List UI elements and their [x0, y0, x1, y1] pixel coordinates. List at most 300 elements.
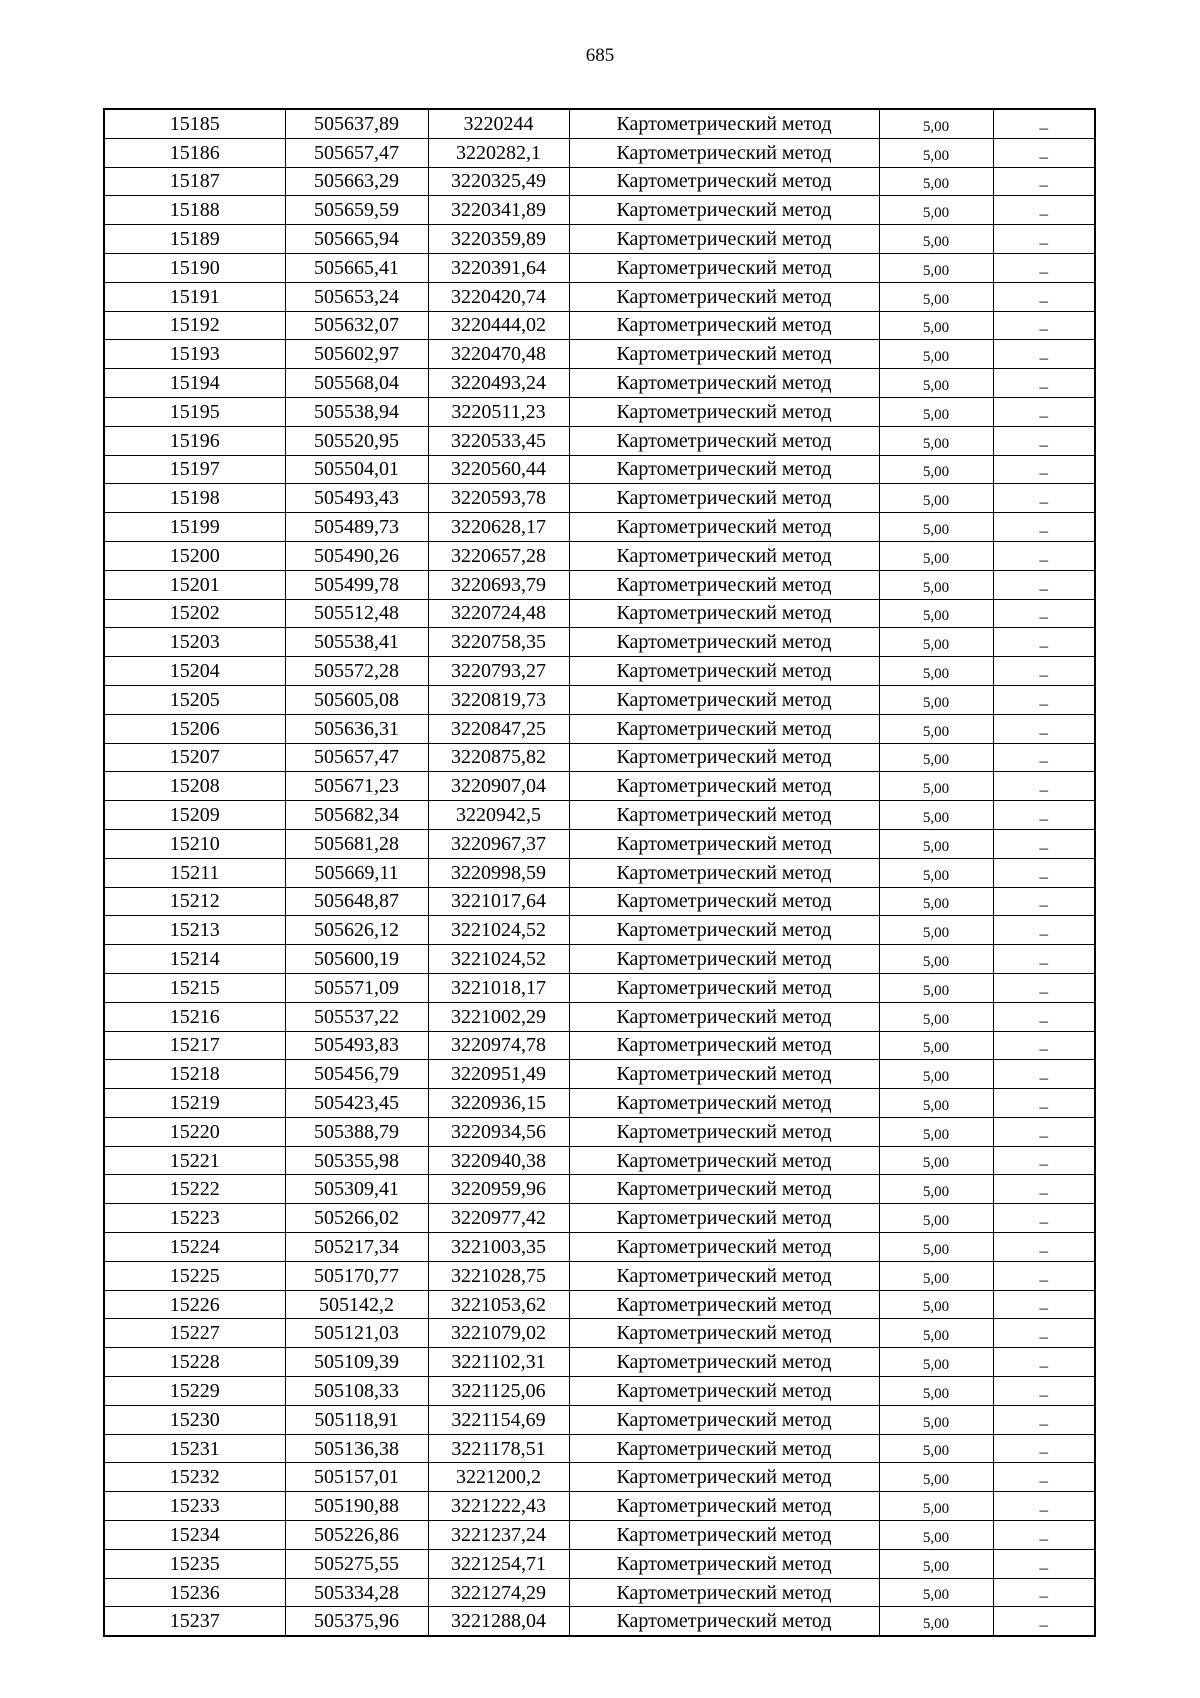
point-number-cell: 15225: [104, 1261, 285, 1290]
y-coordinate-cell: 3220998,59: [428, 858, 569, 887]
point-number-cell: 15213: [104, 916, 285, 945]
x-coordinate-cell: 505637,89: [285, 109, 428, 138]
point-number-cell: 15218: [104, 1060, 285, 1089]
description-cell: –: [993, 945, 1095, 974]
point-number-cell: 15206: [104, 714, 285, 743]
description-cell: –: [993, 1089, 1095, 1118]
precision-cell: 5,00: [879, 369, 993, 398]
description-cell: –: [993, 1146, 1095, 1175]
table-row: [104, 1578, 1095, 1607]
x-coordinate-cell: 505375,96: [285, 1607, 428, 1636]
description-cell: –: [993, 225, 1095, 254]
point-number-cell: 15209: [104, 801, 285, 830]
x-coordinate-cell: 505682,34: [285, 801, 428, 830]
method-cell: Картометрический метод: [569, 311, 879, 340]
point-number-cell: 15191: [104, 282, 285, 311]
method-cell: Картометрический метод: [569, 225, 879, 254]
y-coordinate-cell: 3221102,31: [428, 1348, 569, 1377]
table-row: [104, 973, 1095, 1002]
y-coordinate-cell: 3220977,42: [428, 1204, 569, 1233]
method-cell: Картометрический метод: [569, 1578, 879, 1607]
method-cell: Картометрический метод: [569, 916, 879, 945]
point-number-cell: 15224: [104, 1233, 285, 1262]
y-coordinate-cell: 3220493,24: [428, 369, 569, 398]
method-cell: Картометрический метод: [569, 1319, 879, 1348]
table-row: [104, 340, 1095, 369]
point-number-cell: 15197: [104, 455, 285, 484]
precision-cell: 5,00: [879, 1405, 993, 1434]
table-row: [104, 138, 1095, 167]
precision-cell: 5,00: [879, 916, 993, 945]
x-coordinate-cell: 505109,39: [285, 1348, 428, 1377]
point-number-cell: 15205: [104, 685, 285, 714]
method-cell: Картометрический метод: [569, 772, 879, 801]
precision-cell: 5,00: [879, 484, 993, 513]
precision-cell: 5,00: [879, 685, 993, 714]
y-coordinate-cell: 3221254,71: [428, 1549, 569, 1578]
method-cell: Картометрический метод: [569, 801, 879, 830]
x-coordinate-cell: 505157,01: [285, 1463, 428, 1492]
precision-cell: 5,00: [879, 801, 993, 830]
point-number-cell: 15204: [104, 657, 285, 686]
y-coordinate-cell: 3220359,89: [428, 225, 569, 254]
x-coordinate-cell: 505423,45: [285, 1089, 428, 1118]
x-coordinate-cell: 505499,78: [285, 570, 428, 599]
table-row: [104, 253, 1095, 282]
description-cell: –: [993, 1549, 1095, 1578]
table-row: [104, 1348, 1095, 1377]
table-row: [104, 801, 1095, 830]
x-coordinate-cell: 505538,41: [285, 628, 428, 657]
y-coordinate-cell: 3220907,04: [428, 772, 569, 801]
table-row: [104, 1463, 1095, 1492]
method-cell: Картометрический метод: [569, 570, 879, 599]
description-cell: –: [993, 426, 1095, 455]
table-row: [104, 1607, 1095, 1636]
table-row: [104, 1002, 1095, 1031]
point-number-cell: 15193: [104, 340, 285, 369]
x-coordinate-cell: 505571,09: [285, 973, 428, 1002]
point-number-cell: 15211: [104, 858, 285, 887]
page-number: 685: [585, 45, 615, 66]
method-cell: Картометрический метод: [569, 196, 879, 225]
method-cell: Картометрический метод: [569, 1117, 879, 1146]
table-row: [104, 1089, 1095, 1118]
precision-cell: 5,00: [879, 311, 993, 340]
precision-cell: 5,00: [879, 282, 993, 311]
description-cell: –: [993, 311, 1095, 340]
precision-cell: 5,00: [879, 743, 993, 772]
description-cell: –: [993, 570, 1095, 599]
y-coordinate-cell: 3221274,29: [428, 1578, 569, 1607]
method-cell: Картометрический метод: [569, 426, 879, 455]
precision-cell: 5,00: [879, 253, 993, 282]
point-number-cell: 15192: [104, 311, 285, 340]
table-row: [104, 1204, 1095, 1233]
point-number-cell: 15222: [104, 1175, 285, 1204]
method-cell: Картометрический метод: [569, 541, 879, 570]
precision-cell: 5,00: [879, 1377, 993, 1406]
y-coordinate-cell: 3221125,06: [428, 1377, 569, 1406]
method-cell: Картометрический метод: [569, 628, 879, 657]
point-number-cell: 15196: [104, 426, 285, 455]
table-row: [104, 628, 1095, 657]
x-coordinate-cell: 505653,24: [285, 282, 428, 311]
point-number-cell: 15237: [104, 1607, 285, 1636]
x-coordinate-cell: 505136,38: [285, 1434, 428, 1463]
x-coordinate-cell: 505309,41: [285, 1175, 428, 1204]
table-row: [104, 311, 1095, 340]
precision-cell: 5,00: [879, 1492, 993, 1521]
y-coordinate-cell: 3221237,24: [428, 1521, 569, 1550]
precision-cell: 5,00: [879, 340, 993, 369]
point-number-cell: 15199: [104, 513, 285, 542]
x-coordinate-cell: 505388,79: [285, 1117, 428, 1146]
x-coordinate-cell: 505520,95: [285, 426, 428, 455]
table-row: [104, 714, 1095, 743]
method-cell: Картометрический метод: [569, 1377, 879, 1406]
y-coordinate-cell: 3220940,38: [428, 1146, 569, 1175]
precision-cell: 5,00: [879, 1607, 993, 1636]
precision-cell: 5,00: [879, 138, 993, 167]
table-row: [104, 426, 1095, 455]
y-coordinate-cell: 3220758,35: [428, 628, 569, 657]
table-row: [104, 109, 1095, 138]
point-number-cell: 15194: [104, 369, 285, 398]
coordinates-table-body: [104, 109, 1095, 1636]
precision-cell: 5,00: [879, 628, 993, 657]
method-cell: Картометрический метод: [569, 1549, 879, 1578]
description-cell: –: [993, 1492, 1095, 1521]
description-cell: –: [993, 1261, 1095, 1290]
y-coordinate-cell: 3220724,48: [428, 599, 569, 628]
y-coordinate-cell: 3221288,04: [428, 1607, 569, 1636]
method-cell: Картометрический метод: [569, 138, 879, 167]
y-coordinate-cell: 3221079,02: [428, 1319, 569, 1348]
table-row: [104, 1175, 1095, 1204]
x-coordinate-cell: 505659,59: [285, 196, 428, 225]
point-number-cell: 15186: [104, 138, 285, 167]
method-cell: Картометрический метод: [569, 1204, 879, 1233]
table-row: [104, 1290, 1095, 1319]
method-cell: Картометрический метод: [569, 369, 879, 398]
table-row: [104, 1233, 1095, 1262]
y-coordinate-cell: 3220793,27: [428, 657, 569, 686]
x-coordinate-cell: 505626,12: [285, 916, 428, 945]
description-cell: –: [993, 340, 1095, 369]
precision-cell: 5,00: [879, 1233, 993, 1262]
method-cell: Картометрический метод: [569, 167, 879, 196]
precision-cell: 5,00: [879, 858, 993, 887]
y-coordinate-cell: 3220942,5: [428, 801, 569, 830]
precision-cell: 5,00: [879, 1578, 993, 1607]
point-number-cell: 15201: [104, 570, 285, 599]
description-cell: –: [993, 1002, 1095, 1031]
y-coordinate-cell: 3220533,45: [428, 426, 569, 455]
point-number-cell: 15189: [104, 225, 285, 254]
x-coordinate-cell: 505118,91: [285, 1405, 428, 1434]
table-row: [104, 1521, 1095, 1550]
point-number-cell: 15229: [104, 1377, 285, 1406]
precision-cell: 5,00: [879, 1002, 993, 1031]
description-cell: –: [993, 685, 1095, 714]
table-row: [104, 1031, 1095, 1060]
method-cell: Картометрический метод: [569, 513, 879, 542]
point-number-cell: 15220: [104, 1117, 285, 1146]
point-number-cell: 15221: [104, 1146, 285, 1175]
precision-cell: 5,00: [879, 1031, 993, 1060]
point-number-cell: 15190: [104, 253, 285, 282]
description-cell: –: [993, 1405, 1095, 1434]
precision-cell: 5,00: [879, 455, 993, 484]
description-cell: –: [993, 1521, 1095, 1550]
table-row: [104, 1060, 1095, 1089]
description-cell: –: [993, 743, 1095, 772]
y-coordinate-cell: 3220391,64: [428, 253, 569, 282]
y-coordinate-cell: 3221003,35: [428, 1233, 569, 1262]
method-cell: Картометрический метод: [569, 1434, 879, 1463]
x-coordinate-cell: 505493,43: [285, 484, 428, 513]
precision-cell: 5,00: [879, 714, 993, 743]
y-coordinate-cell: 3221024,52: [428, 916, 569, 945]
method-cell: Картометрический метод: [569, 685, 879, 714]
method-cell: Картометрический метод: [569, 397, 879, 426]
x-coordinate-cell: 505538,94: [285, 397, 428, 426]
y-coordinate-cell: 3220511,23: [428, 397, 569, 426]
y-coordinate-cell: 3220470,48: [428, 340, 569, 369]
precision-cell: 5,00: [879, 109, 993, 138]
table-row: [104, 916, 1095, 945]
description-cell: –: [993, 109, 1095, 138]
description-cell: –: [993, 1348, 1095, 1377]
table-row: [104, 167, 1095, 196]
table-row: [104, 455, 1095, 484]
precision-cell: 5,00: [879, 541, 993, 570]
x-coordinate-cell: 505108,33: [285, 1377, 428, 1406]
x-coordinate-cell: 505657,47: [285, 743, 428, 772]
precision-cell: 5,00: [879, 225, 993, 254]
description-cell: –: [993, 1175, 1095, 1204]
method-cell: Картометрический метод: [569, 599, 879, 628]
point-number-cell: 15231: [104, 1434, 285, 1463]
precision-cell: 5,00: [879, 1521, 993, 1550]
point-number-cell: 15216: [104, 1002, 285, 1031]
method-cell: Картометрический метод: [569, 858, 879, 887]
method-cell: Картометрический метод: [569, 1031, 879, 1060]
point-number-cell: 15234: [104, 1521, 285, 1550]
method-cell: Картометрический метод: [569, 1405, 879, 1434]
precision-cell: 5,00: [879, 1146, 993, 1175]
x-coordinate-cell: 505266,02: [285, 1204, 428, 1233]
x-coordinate-cell: 505355,98: [285, 1146, 428, 1175]
table-row: [104, 570, 1095, 599]
x-coordinate-cell: 505537,22: [285, 1002, 428, 1031]
description-cell: –: [993, 599, 1095, 628]
x-coordinate-cell: 505217,34: [285, 1233, 428, 1262]
method-cell: Картометрический метод: [569, 1146, 879, 1175]
point-number-cell: 15236: [104, 1578, 285, 1607]
description-cell: –: [993, 455, 1095, 484]
method-cell: Картометрический метод: [569, 1463, 879, 1492]
x-coordinate-cell: 505657,47: [285, 138, 428, 167]
table-row: [104, 196, 1095, 225]
x-coordinate-cell: 505636,31: [285, 714, 428, 743]
description-cell: –: [993, 541, 1095, 570]
x-coordinate-cell: 505142,2: [285, 1290, 428, 1319]
description-cell: –: [993, 1031, 1095, 1060]
method-cell: Картометрический метод: [569, 1233, 879, 1262]
table-row: [104, 1319, 1095, 1348]
table-row: [104, 282, 1095, 311]
description-cell: –: [993, 1607, 1095, 1636]
x-coordinate-cell: 505493,83: [285, 1031, 428, 1060]
method-cell: Картометрический метод: [569, 945, 879, 974]
y-coordinate-cell: 3220693,79: [428, 570, 569, 599]
y-coordinate-cell: 3221028,75: [428, 1261, 569, 1290]
table-row: [104, 945, 1095, 974]
method-cell: Картометрический метод: [569, 973, 879, 1002]
precision-cell: 5,00: [879, 772, 993, 801]
x-coordinate-cell: 505504,01: [285, 455, 428, 484]
precision-cell: 5,00: [879, 1463, 993, 1492]
precision-cell: 5,00: [879, 397, 993, 426]
method-cell: Картометрический метод: [569, 109, 879, 138]
table-row: [104, 1434, 1095, 1463]
method-cell: Картометрический метод: [569, 1348, 879, 1377]
y-coordinate-cell: 3220628,17: [428, 513, 569, 542]
x-coordinate-cell: 505572,28: [285, 657, 428, 686]
y-coordinate-cell: 3221154,69: [428, 1405, 569, 1434]
precision-cell: 5,00: [879, 1204, 993, 1233]
method-cell: Картометрический метод: [569, 1089, 879, 1118]
description-cell: –: [993, 714, 1095, 743]
y-coordinate-cell: 3220974,78: [428, 1031, 569, 1060]
precision-cell: 5,00: [879, 1117, 993, 1146]
precision-cell: 5,00: [879, 426, 993, 455]
y-coordinate-cell: 3221200,2: [428, 1463, 569, 1492]
description-cell: –: [993, 772, 1095, 801]
point-number-cell: 15187: [104, 167, 285, 196]
table-row: [104, 743, 1095, 772]
description-cell: –: [993, 657, 1095, 686]
point-number-cell: 15185: [104, 109, 285, 138]
description-cell: –: [993, 1233, 1095, 1262]
description-cell: –: [993, 916, 1095, 945]
x-coordinate-cell: 505665,94: [285, 225, 428, 254]
table-row: [104, 1492, 1095, 1521]
precision-cell: 5,00: [879, 829, 993, 858]
method-cell: Картометрический метод: [569, 1060, 879, 1089]
point-number-cell: 15215: [104, 973, 285, 1002]
description-cell: –: [993, 138, 1095, 167]
table-row: [104, 225, 1095, 254]
description-cell: –: [993, 513, 1095, 542]
method-cell: Картометрический метод: [569, 657, 879, 686]
point-number-cell: 15223: [104, 1204, 285, 1233]
precision-cell: 5,00: [879, 1060, 993, 1089]
description-cell: –: [993, 628, 1095, 657]
table-row: [104, 484, 1095, 513]
table-row: [104, 1405, 1095, 1434]
precision-cell: 5,00: [879, 973, 993, 1002]
point-number-cell: 15198: [104, 484, 285, 513]
y-coordinate-cell: 3220875,82: [428, 743, 569, 772]
table-row: [104, 369, 1095, 398]
method-cell: Картометрический метод: [569, 1175, 879, 1204]
y-coordinate-cell: 3221053,62: [428, 1290, 569, 1319]
x-coordinate-cell: 505681,28: [285, 829, 428, 858]
precision-cell: 5,00: [879, 1434, 993, 1463]
y-coordinate-cell: 3221017,64: [428, 887, 569, 916]
description-cell: –: [993, 1463, 1095, 1492]
precision-cell: 5,00: [879, 1319, 993, 1348]
y-coordinate-cell: 3220341,89: [428, 196, 569, 225]
y-coordinate-cell: 3220819,73: [428, 685, 569, 714]
description-cell: –: [993, 1434, 1095, 1463]
method-cell: Картометрический метод: [569, 829, 879, 858]
table-row: [104, 829, 1095, 858]
description-cell: –: [993, 1319, 1095, 1348]
x-coordinate-cell: 505605,08: [285, 685, 428, 714]
point-number-cell: 15232: [104, 1463, 285, 1492]
description-cell: –: [993, 1578, 1095, 1607]
x-coordinate-cell: 505512,48: [285, 599, 428, 628]
point-number-cell: 15200: [104, 541, 285, 570]
description-cell: –: [993, 1290, 1095, 1319]
description-cell: –: [993, 887, 1095, 916]
point-number-cell: 15227: [104, 1319, 285, 1348]
y-coordinate-cell: 3221178,51: [428, 1434, 569, 1463]
precision-cell: 5,00: [879, 513, 993, 542]
y-coordinate-cell: 3220967,37: [428, 829, 569, 858]
description-cell: –: [993, 253, 1095, 282]
precision-cell: 5,00: [879, 1089, 993, 1118]
description-cell: –: [993, 858, 1095, 887]
point-number-cell: 15210: [104, 829, 285, 858]
y-coordinate-cell: 3220560,44: [428, 455, 569, 484]
table-row: [104, 1146, 1095, 1175]
precision-cell: 5,00: [879, 570, 993, 599]
y-coordinate-cell: 3220420,74: [428, 282, 569, 311]
method-cell: Картометрический метод: [569, 1261, 879, 1290]
x-coordinate-cell: 505334,28: [285, 1578, 428, 1607]
table-row: [104, 685, 1095, 714]
method-cell: Картометрический метод: [569, 253, 879, 282]
table-row: [104, 1377, 1095, 1406]
precision-cell: 5,00: [879, 196, 993, 225]
table-row: [104, 541, 1095, 570]
method-cell: Картометрический метод: [569, 484, 879, 513]
table-row: [104, 513, 1095, 542]
x-coordinate-cell: 505663,29: [285, 167, 428, 196]
point-number-cell: 15214: [104, 945, 285, 974]
description-cell: –: [993, 397, 1095, 426]
x-coordinate-cell: 505671,23: [285, 772, 428, 801]
x-coordinate-cell: 505602,97: [285, 340, 428, 369]
point-number-cell: 15212: [104, 887, 285, 916]
x-coordinate-cell: 505600,19: [285, 945, 428, 974]
y-coordinate-cell: 3221222,43: [428, 1492, 569, 1521]
precision-cell: 5,00: [879, 1549, 993, 1578]
x-coordinate-cell: 505632,07: [285, 311, 428, 340]
method-cell: Картометрический метод: [569, 1002, 879, 1031]
y-coordinate-cell: 3220959,96: [428, 1175, 569, 1204]
method-cell: Картометрический метод: [569, 455, 879, 484]
point-number-cell: 15228: [104, 1348, 285, 1377]
y-coordinate-cell: 3220444,02: [428, 311, 569, 340]
point-number-cell: 15230: [104, 1405, 285, 1434]
method-cell: Картометрический метод: [569, 1492, 879, 1521]
